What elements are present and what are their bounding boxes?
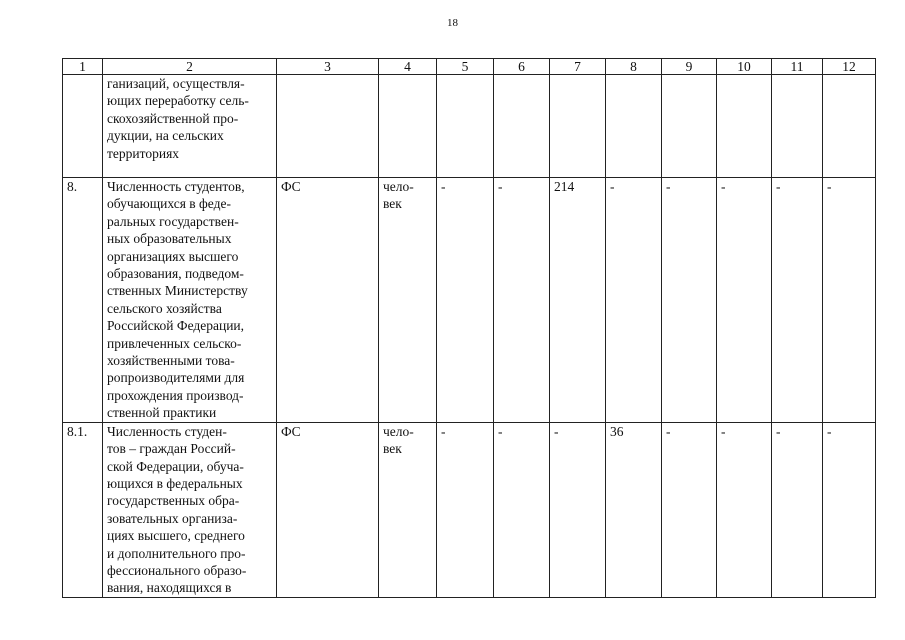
value-col7: - — [550, 422, 606, 597]
page-number: 18 — [447, 17, 458, 29]
column-header: 4 — [379, 59, 437, 75]
indicator-name: ганизаций, осуществля- ющих переработку сель- скохозяйственной про- дукции, на сельских территориях — [103, 75, 277, 178]
header-row — [63, 59, 876, 75]
value-col6: - — [494, 178, 550, 423]
unit: чело- век — [379, 178, 437, 423]
value-col8 — [606, 75, 662, 178]
value-col9 — [662, 75, 717, 178]
unit — [379, 75, 437, 178]
value-col5: - — [437, 422, 494, 597]
column-header: 12 — [823, 59, 876, 75]
value-col8: - — [606, 178, 662, 423]
indicator-name: Численность студентов, обучающихся в феде- ральных государствен- ных образовательных организациях высшего образования, подведом- ственных Министерству сельского хозяйства Российской Федерации, привлеченных сельско- хозяйственными това- ропроизводителями для прохождения производ- ственной практики — [103, 178, 277, 423]
value-col11: - — [772, 422, 823, 597]
column-header: 2 — [103, 59, 277, 75]
column-header: 11 — [772, 59, 823, 75]
row-number — [63, 75, 103, 178]
value-col6: - — [494, 422, 550, 597]
value-col11 — [772, 75, 823, 178]
value-col12 — [823, 75, 876, 178]
table-row — [63, 422, 876, 597]
value-col9: - — [662, 178, 717, 423]
data-source: ФС — [277, 422, 379, 597]
indicator-table — [62, 58, 876, 598]
column-header: 5 — [437, 59, 494, 75]
value-col7 — [550, 75, 606, 178]
value-col10 — [717, 75, 772, 178]
column-header: 6 — [494, 59, 550, 75]
value-col8: 36 — [606, 422, 662, 597]
row-number: 8. — [63, 178, 103, 423]
table-row — [63, 178, 876, 423]
value-col6 — [494, 75, 550, 178]
data-source: ФС — [277, 178, 379, 423]
column-header: 1 — [63, 59, 103, 75]
table-row — [63, 75, 876, 178]
column-header: 10 — [717, 59, 772, 75]
value-col5: - — [437, 178, 494, 423]
value-col11: - — [772, 178, 823, 423]
value-col7: 214 — [550, 178, 606, 423]
value-col12: - — [823, 422, 876, 597]
indicator-name: Численность студен- тов – граждан Россий- ской Федерации, обуча- ющихся в федеральных государственных обра- зовательных организа- циях высшего, среднего и дополнительного про- фессионального образо- вания, находящихся в — [103, 422, 277, 597]
unit: чело- век — [379, 422, 437, 597]
column-header: 8 — [606, 59, 662, 75]
column-header: 9 — [662, 59, 717, 75]
column-header: 7 — [550, 59, 606, 75]
value-col5 — [437, 75, 494, 178]
column-header: 3 — [277, 59, 379, 75]
data-source — [277, 75, 379, 178]
value-col9: - — [662, 422, 717, 597]
value-col12: - — [823, 178, 876, 423]
value-col10: - — [717, 178, 772, 423]
value-col10: - — [717, 422, 772, 597]
row-number: 8.1. — [63, 422, 103, 597]
